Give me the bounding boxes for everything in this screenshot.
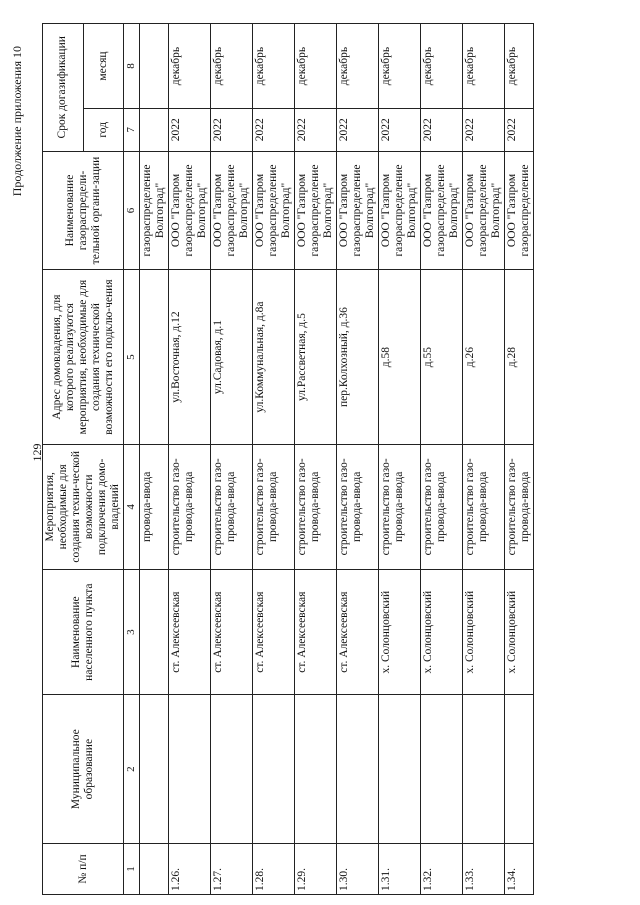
row-address: ул.Коммунальная, д.8а [253,270,295,444]
table-row [253,24,295,895]
carry-over-row [140,24,169,895]
row-address: д.55 [421,270,463,444]
col-number: 1 [124,844,140,895]
table-row [211,24,253,895]
row-year: 2022 [253,109,295,151]
row-measure: строительство газо-провода-ввода [379,444,421,569]
table-row [463,24,505,895]
row-org: ООО "Газпром газораспределение Волгоград" [295,151,337,270]
row-settlement: х. Солонцовский [505,569,534,694]
row-month: декабрь [463,24,505,109]
table-row [505,24,534,895]
header-year: год [83,109,124,151]
row-municipality [253,695,295,844]
header-month: месяц [83,24,124,109]
row-settlement: х. Солонцовский [379,569,421,694]
col-number: 7 [124,109,140,151]
col-number: 2 [124,695,140,844]
row-num: 1.29. [295,844,337,895]
row-num: 1.30. [337,844,379,895]
row-year: 2022 [169,109,211,151]
row-org: ООО "Газпром газораспределение Волгоград" [211,151,253,270]
row-month: декабрь [505,24,534,109]
table-row [295,24,337,895]
row-org: ООО "Газпром газораспределение Волгоград" [253,151,295,270]
row-municipality [295,695,337,844]
row-municipality [463,695,505,844]
column-number-row [124,24,140,895]
row-month: декабрь [379,24,421,109]
page-number: 129 [30,443,44,462]
row-measure: строительство газо-провода-ввода [211,444,253,569]
header-organization: Наименование газораспредели-тельной органи-зации [43,151,124,270]
row-measure: строительство газо-провода-ввода [505,444,534,569]
table-row [421,24,463,895]
continuation-label: Продолжение приложения 10 [10,46,24,197]
row-address: пер.Колхозный, д.36 [337,270,379,444]
row-org: ООО "Газпром газораспределение Волгоград" [379,151,421,270]
row-num: 1.34. [505,844,534,895]
row-address: ул.Восточная, д.12 [169,270,211,444]
row-num: 1.31. [379,844,421,895]
col-number: 8 [124,24,140,109]
row-org: ООО "Газпром газораспределение Волгоград" [421,151,463,270]
row-month: декабрь [253,24,295,109]
table-row [337,24,379,895]
row-org: ООО "Газпром газораспределение Волгоград" [169,151,211,270]
table-row [169,24,211,895]
row-num: 1.33. [463,844,505,895]
row-measure: строительство газо-провода-ввода [421,444,463,569]
row-settlement: ст. Алексеевская [337,569,379,694]
row-measure: строительство газо-провода-ввода [169,444,211,569]
header-num: № п/п [43,844,124,895]
row-measure: строительство газо-провода-ввода [337,444,379,569]
gasification-table [42,23,534,895]
row-month: декабрь [421,24,463,109]
table-row [379,24,421,895]
row-year: 2022 [505,109,534,151]
row-month: декабрь [169,24,211,109]
row-num: 1.26. [169,844,211,895]
row-org: ООО "Газпром газораспределение Волгоград" [463,151,505,270]
row-settlement: ст. Алексеевская [295,569,337,694]
row-org: ООО "Газпром газораспределение [505,151,534,270]
row-measure: строительство газо-провода-ввода [253,444,295,569]
row-municipality [421,695,463,844]
row-year: 2022 [295,109,337,151]
row-month: декабрь [211,24,253,109]
row-num: 1.28. [253,844,295,895]
header-row [43,24,84,895]
row-municipality [169,695,211,844]
row-municipality [211,695,253,844]
header-deadline-group: Срок догазификации [43,24,84,152]
col-number: 5 [124,270,140,444]
col-number: 3 [124,569,140,694]
carry-over-org: газораспределение Волгоград" [140,151,169,270]
row-settlement: х. Солонцовский [421,569,463,694]
row-settlement: х. Солонцовский [463,569,505,694]
row-num: 1.27. [211,844,253,895]
col-number: 6 [124,151,140,270]
row-settlement: ст. Алексеевская [169,569,211,694]
row-settlement: ст. Алексеевская [253,569,295,694]
row-org: ООО "Газпром газораспределение Волгоград" [337,151,379,270]
row-municipality [505,695,534,844]
header-measures: Мероприятия, необходимые для создания техни-ческой возможности подключения домо-владений [43,444,124,569]
row-municipality [379,695,421,844]
header-address: Адрес домовладения, для которого реализуются мероприятия, необходимые для создания технической возможности его подклю-чения [43,270,124,444]
row-address: ул.Рассветная, д.5 [295,270,337,444]
row-address: д.58 [379,270,421,444]
row-year: 2022 [379,109,421,151]
row-address: ул.Садовая, д.1 [211,270,253,444]
header-municipality: Муниципальное образование [43,695,124,844]
row-settlement: ст. Алексеевская [211,569,253,694]
row-address: д.26 [463,270,505,444]
carry-over-measure: провода-ввода [140,444,169,569]
row-measure: строительство газо-провода-ввода [295,444,337,569]
col-number: 4 [124,444,140,569]
row-year: 2022 [337,109,379,151]
row-month: декабрь [295,24,337,109]
row-measure: строительство газо-провода-ввода [463,444,505,569]
row-year: 2022 [421,109,463,151]
row-year: 2022 [463,109,505,151]
row-municipality [337,695,379,844]
row-year: 2022 [211,109,253,151]
row-num: 1.32. [421,844,463,895]
row-address: д.28 [505,270,534,444]
header-settlement: Наименование населенного пункта [43,569,124,694]
row-month: декабрь [337,24,379,109]
